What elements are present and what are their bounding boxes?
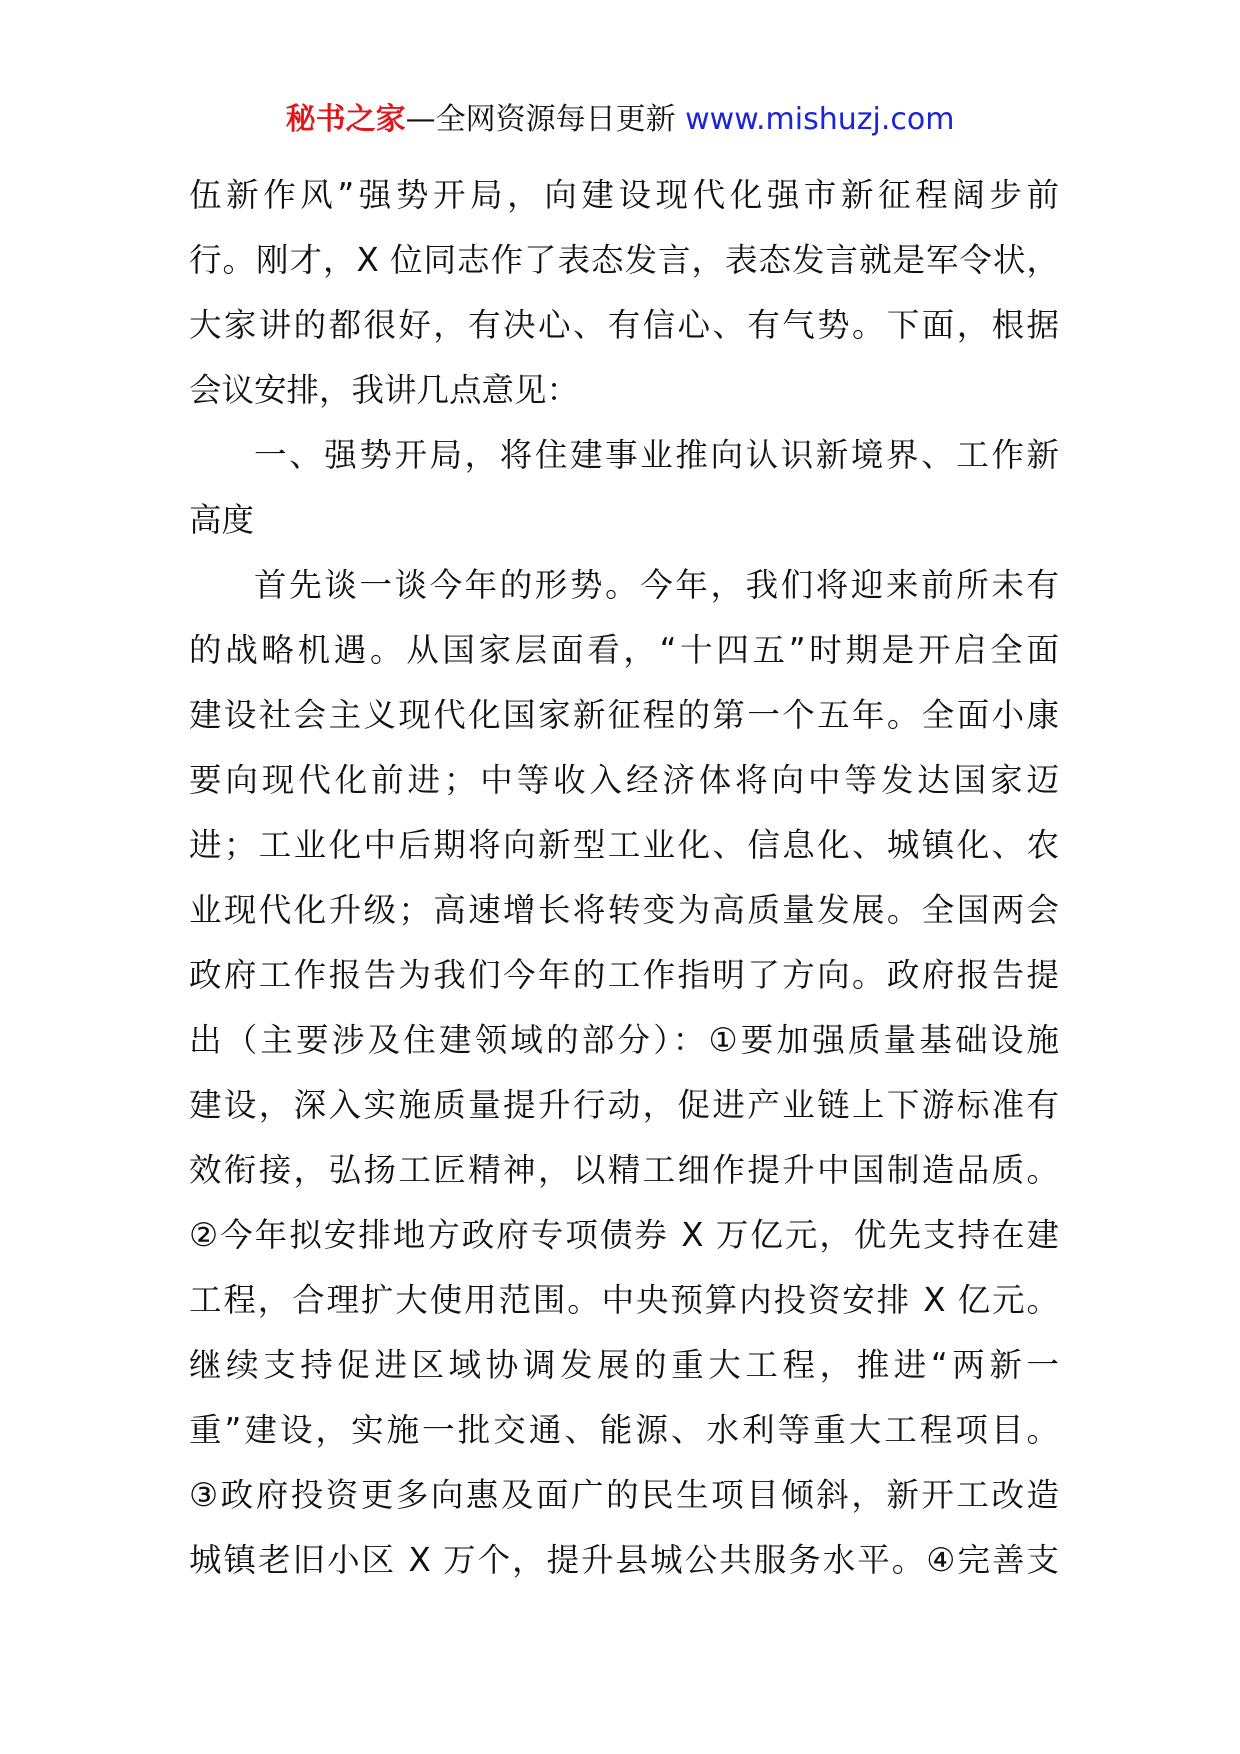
- text-line: 高度: [189, 501, 255, 539]
- text-line: 继续支持促进区域协调发展的重大工程，推进“两新一: [189, 1346, 1059, 1384]
- text-line: 建设社会主义现代化国家新征程的第一个五年。全面小康: [189, 696, 1059, 734]
- text-line: ③政府投资更多向惠及面广的民生项目倾斜，新开工改造: [189, 1476, 1059, 1514]
- text-line: 工程，合理扩大使用范围。中央预算内投资安排 X 亿元。: [189, 1281, 1059, 1319]
- paragraph-first-line: 一、强势开局，将住建事业推向认识新境界、工作新: [254, 436, 1059, 474]
- watermark-header: [0, 100, 1240, 140]
- text-line: 进；工业化中后期将向新型工业化、信息化、城镇化、农: [189, 826, 1059, 864]
- text-line: 行。刚才，X 位同志作了表态发言，表态发言就是军令状，: [189, 241, 1059, 279]
- text-line: 伍新作风”强势开局，向建设现代化强市新征程阔步前: [189, 176, 1059, 214]
- text-line: 的战略机遇。从国家层面看，“十四五”时期是开启全面: [189, 631, 1059, 669]
- text-line: 效衔接，弘扬工匠精神，以精工细作提升中国制造品质。: [189, 1151, 1059, 1189]
- text-line: 建设，深入实施质量提升行动，促进产业链上下游标准有: [189, 1086, 1059, 1124]
- text-line: 政府工作报告为我们今年的工作指明了方向。政府报告提: [189, 956, 1059, 994]
- text-line: 要向现代化前进；中等收入经济体将向中等发达国家迈: [189, 761, 1059, 799]
- text-line: 会议安排，我讲几点意见：: [189, 371, 580, 409]
- text-line: 城镇老旧小区 X 万个，提升县城公共服务水平。④完善支: [189, 1541, 1059, 1579]
- text-line: 出（主要涉及住建领域的部分）：①要加强质量基础设施: [189, 1021, 1059, 1059]
- header-tagline: —全网资源每日更新: [405, 102, 686, 137]
- text-line: 重”建设，实施一批交通、能源、水利等重大工程项目。: [189, 1411, 1059, 1449]
- text-line: 业现代化升级；高速增长将转变为高质量发展。全国两会: [189, 891, 1059, 929]
- site-url-link[interactable]: www.mishuzj.com: [685, 102, 955, 137]
- brand-name: 秘书之家: [285, 102, 406, 137]
- text-line: ②今年拟安排地方政府专项债券 X 万亿元，优先支持在建: [189, 1216, 1059, 1254]
- document-body: [189, 163, 1059, 1593]
- paragraph-first-line: 首先谈一谈今年的形势。今年，我们将迎来前所未有: [254, 566, 1059, 604]
- text-line: 大家讲的都很好，有决心、有信心、有气势。下面，根据: [189, 306, 1059, 344]
